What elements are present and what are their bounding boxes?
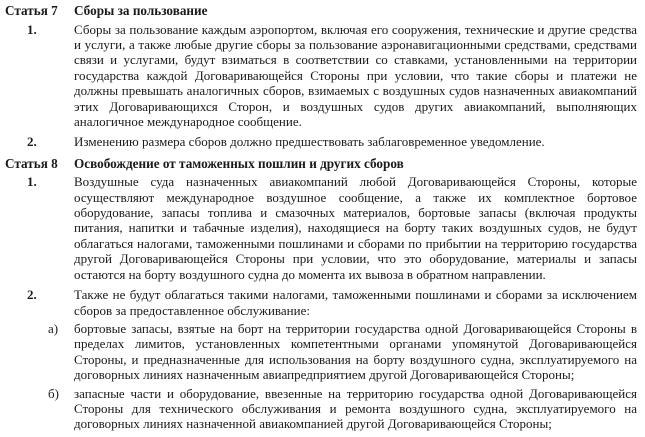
article-7-paragraph-2 <box>5 134 637 149</box>
article-8-subitem-a <box>5 321 637 383</box>
subitem-text: бортовые запасы, взятые на борт на территории государства одной Договаривающейся Стороны в пределах лимитов, установленных компетентными органами упомянутой Договаривающейся Стороны, и предназначенные для использования на борту воздушного судна, эксплуатируемого на договорных линиях назначенным авиапредприятием другой Договаривающейся Стороны; <box>74 320 637 383</box>
article-8-paragraph-2 <box>5 287 637 318</box>
paragraph-text: Также не будут облагаться такими налогами, таможенными пошлинами и сборами за исключением сборов за предоставленное обслуживание: <box>74 287 637 318</box>
article-7-paragraph-1 <box>5 22 637 130</box>
paragraph-number: 1. <box>27 174 37 190</box>
article-8-heading <box>5 156 637 172</box>
article-8-title: Освобождение от таможенных пошлин и других сборов <box>74 155 404 171</box>
article-7-number: Статья 7 <box>5 3 58 18</box>
paragraph-number: 2. <box>27 134 37 150</box>
article-8-number: Статья 8 <box>5 155 58 171</box>
subitem-text: запасные части и оборудование, ввезенные на территорию государства одной Договаривающейся Стороны для технического обслуживания и ремонта воздушного судна, эксплуатируемого на договорных линиях назначенной авиакомпанией другой Договаривающейся Стороны; <box>74 385 637 432</box>
paragraph-text: Воздушные суда назначенных авиакомпаний любой Договаривающейся Стороны, которые осуществляют международное воздушное сообщение, а также их комплектное бортовое оборудование, запасы топлива и смазочных материалов, бортовые запасы (включая продукты питания, напитки и табачные изделия), находящиеся на борту таких воздушных судов, не будут облагаться налогами, таможенными пошлинами и сборами по прибытии на территорию государства другой Договаривающейся Стороны при условии, что это оборудование, материалы и запасы остаются на борту воздушного судна до момента их вывоза в обратном направлении. <box>74 174 637 282</box>
subitem-marker: б) <box>48 385 59 401</box>
paragraph-text: Изменению размера сборов должно предшествовать заблаговременное уведомление. <box>74 134 545 150</box>
article-7-heading <box>5 3 637 19</box>
paragraph-text: Сборы за пользование каждым аэропортом, включая его сооружения, технические и другие средства и услуги, а также любые другие сборы за пользование аэронавигационными средствами, средствами связи и услугами, будут взиматься в соответствии со ставками, установленными на территории государства каждой Договаривающейся Стороны при условии, что такие сборы и платежи не должны превышать аналогичных сборов, взимаемых с воздушных судов назначенных авиакомпаний этих Договаривающихся Сторон, и воздушных судов других авиакомпаний, выполняющих аналогичное международное сообщение. <box>74 21 637 129</box>
article-8-subitem-b <box>5 386 637 432</box>
article-7-title: Сборы за пользование <box>74 3 208 18</box>
paragraph-number: 2. <box>27 287 37 303</box>
subitem-marker: а) <box>48 320 59 336</box>
article-8-paragraph-1 <box>5 174 637 282</box>
paragraph-number: 1. <box>27 21 37 37</box>
